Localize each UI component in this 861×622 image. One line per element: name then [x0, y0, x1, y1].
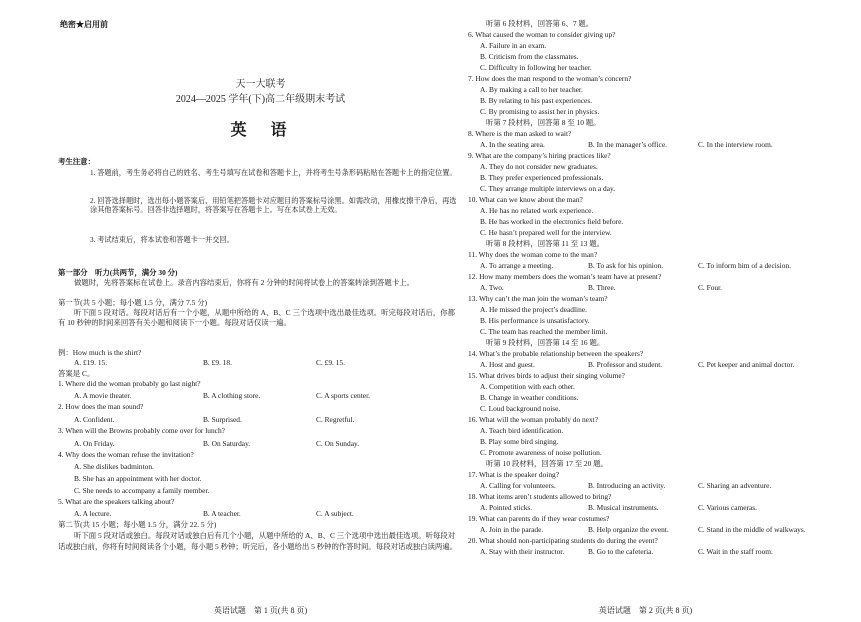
question-9: 9. What are the company’s hiring practices like?: [468, 151, 611, 160]
question-5: 5. What are the speakers talking about?: [58, 497, 175, 506]
option-17a: A. Calling for volunteers.: [480, 481, 556, 490]
question-18: 18. What items aren’t students allowed to bring?: [468, 492, 612, 501]
question-20: 20. What should non-participating students do during the event?: [468, 536, 658, 545]
option-9c: C. They arrange multiple interviews on a day.: [480, 184, 616, 193]
question-11: 11. Why does the woman come to the man?: [468, 250, 598, 259]
notice-item-1: 1. 答题前，考生务必将自己的姓名、考生号填写在试卷和答题卡上，并将考生号条形码粘贴在答题卡上的指定位置。: [90, 169, 457, 177]
option-15c: C. Loud background noise.: [480, 404, 561, 413]
option-10a: A. He has no related work experience.: [480, 206, 594, 215]
option-16b: B. Play some bird singing.: [480, 437, 559, 446]
material-10-heading: 听第 10 段材料，回答第 17 至 20 题。: [486, 459, 608, 468]
example-question: 例：How much is the shirt?: [58, 348, 142, 357]
part1-intro: 做题时，先将答案标在试卷上。录音内容结束后，你将有 2 分钟的时间将试卷上的答案转涂到答题卡上。: [74, 278, 414, 287]
option-14a: A. Host and guest.: [480, 360, 535, 369]
material-7-heading: 听第 7 段材料，回答第 8 至 10 题。: [486, 118, 601, 127]
option-1c: C. A sports center.: [316, 391, 370, 400]
option-17c: C. Sharing an adventure.: [698, 481, 772, 490]
section1-intro: 听下面 5 段对话。每段对话后有一个小题，从题中所给的 A、B、C 三个选项中选出最佳选项。听完每段对话后，你都有 10 秒钟的时间来回答有关小题和阅读下一小题。每段对话仅读一遍。: [58, 308, 456, 327]
example-answer: 答案是 C。: [58, 369, 95, 378]
material-6-heading: 听第 6 段材料，回答第 6、7 题。: [486, 19, 594, 28]
page-footer-right: 英语试题 第 2 页(共 8 页): [598, 606, 693, 615]
question-15: 15. What drives birds to adjust their singing volume?: [468, 371, 625, 380]
option-14b: B. Professor and student.: [588, 360, 663, 369]
question-14: 14. What’s the probable relationship between the speakers?: [468, 349, 644, 358]
question-8: 8. Where is the man asked to wait?: [468, 129, 572, 138]
option-19c: C. Stand in the middle of walkways.: [698, 525, 806, 534]
option-9a: A. They do not consider new graduates.: [480, 162, 598, 171]
option-15a: A. Competition with each other.: [480, 382, 575, 391]
option-8a: A. In the seating area.: [480, 140, 545, 149]
option-20a: A. Stay with their instructor.: [480, 547, 565, 556]
question-6: 6. What caused the woman to consider giving up?: [468, 30, 616, 39]
option-4b: B. She has an appointment with her doctor.: [74, 474, 202, 483]
option-14c: C. Pet keeper and animal doctor.: [698, 360, 795, 369]
left-page: [58, 0, 463, 622]
option-4a: A. She dislikes badminton.: [74, 462, 154, 471]
question-3: 3. When will the Browns probably come over for lunch?: [58, 426, 225, 435]
notice-item-2: 2. 回答选择题时，选出每小题答案后，用铅笔把答题卡对应题目的答案标号涂黑。如需改动，用橡皮擦干净后，再选涂其他答案标号。回答非选择题时，将答案写在答题卡上。写在本试卷上无效。: [90, 197, 457, 215]
option-5a: A. A lecture.: [74, 509, 112, 518]
option-7c: C. By promising to assist her in physics.: [480, 107, 600, 116]
option-12c: C. Four.: [698, 283, 723, 292]
option-7a: A. By making a call to her teacher.: [480, 85, 583, 94]
option-12a: A. Two.: [480, 283, 504, 292]
question-17: 17. What is the speaker doing?: [468, 470, 559, 479]
question-7: 7. How does the man respond to the woman’s concern?: [468, 74, 632, 83]
question-4: 4. Why does the woman refuse the invitation?: [58, 450, 194, 459]
option-1b: B. A clothing store.: [203, 391, 261, 400]
option-13c: C. The team has reached the member limit.: [480, 327, 608, 336]
option-18a: A. Pointed sticks.: [480, 503, 533, 512]
subject-title: 英 语: [230, 122, 291, 139]
example-option-a: A. £19. 15.: [74, 358, 108, 367]
question-10: 10. What can we know about the man?: [468, 195, 583, 204]
option-2b: B. Surprised.: [203, 415, 242, 424]
exam-organizer: 天一大联考: [235, 79, 286, 90]
material-8-heading: 听第 8 段材料，回答第 11 至 13 题。: [486, 239, 604, 248]
option-18b: B. Musical instruments.: [588, 503, 659, 512]
option-8c: C. In the interview room.: [698, 140, 773, 149]
exam-title: 2024—2025 学年(下)高二年级期末考试: [175, 94, 346, 105]
option-10c: C. He hasn’t prepared well for the interview.: [480, 228, 612, 237]
option-5c: C. A subject.: [316, 509, 354, 518]
section2-title: 第二节(共 15 小题；每小题 1.5 分，满分 22. 5 分): [58, 520, 217, 529]
material-9-heading: 听第 9 段材料，回答第 14 至 16 题。: [486, 338, 605, 347]
option-3a: A. On Friday.: [74, 439, 115, 448]
example-option-b: B. £9. 18.: [203, 358, 232, 367]
right-page: [468, 0, 823, 622]
option-10b: B. He has worked in the electronics field before.: [480, 217, 624, 226]
question-13: 13. Why can’t the man join the woman’s team?: [468, 294, 608, 303]
option-11b: B. To ask for his opinion.: [588, 261, 664, 270]
notice-item-3: 3. 考试结束后，将本试卷和答题卡一并交回。: [90, 236, 234, 244]
option-6c: C. Difficulty in following her teacher.: [480, 63, 592, 72]
option-11a: A. To arrange a meeting.: [480, 261, 554, 270]
section2-intro: 听下面 5 段对话或独白。每段对话或独白后有几个小题，从题中所给的 A、B、C 三个选项中选出最佳选项。听每段对话或独白前，你将有时间阅读各个小题，每小题 5 秒钟；听完后，各小题给出 5 秒钟的作答时间。每段对话或独白读两遍。: [58, 531, 458, 551]
option-5b: B. A teacher.: [203, 509, 241, 518]
option-18c: C. Various cameras.: [698, 503, 757, 512]
option-20c: C. Wait in the staff room.: [698, 547, 773, 556]
option-11c: C. To inform him of a decision.: [698, 261, 791, 270]
option-9b: B. They prefer experienced professionals.: [480, 173, 604, 182]
example-option-c: C. £9. 15.: [316, 358, 345, 367]
option-16a: A. Teach bird identification.: [480, 426, 564, 435]
option-1a: A. A movie theater.: [74, 391, 132, 400]
part1-title: 第一部分 听力(共两节，满分 30 分): [58, 268, 178, 277]
option-7b: B. By relating to his past experiences.: [480, 96, 593, 105]
question-2: 2. How does the man sound?: [58, 402, 144, 411]
option-13a: A. He missed the project’s deadline.: [480, 305, 587, 314]
option-20b: B. Go to the cafeteria.: [588, 547, 654, 556]
option-3b: B. On Saturday.: [203, 439, 251, 448]
notice-title: 考生注意：: [58, 157, 95, 166]
option-3c: C. On Sunday.: [316, 439, 360, 448]
section1-title: 第一节(共 5 小题；每小题 1.5 分，满分 7.5 分): [58, 298, 208, 307]
option-6b: B. Criticism from the classmates.: [480, 52, 579, 61]
page-footer-left: 英语试题 第 1 页(共 8 页): [213, 606, 308, 615]
option-17b: B. Introducing an activity.: [588, 481, 666, 490]
option-13b: B. His performance is unsatisfactory.: [480, 316, 590, 325]
option-16c: C. Promote awareness of noise pollution.: [480, 448, 602, 457]
option-4c: C. She needs to accompany a family member.: [74, 486, 210, 495]
option-19b: B. Help organize the event.: [588, 525, 669, 534]
option-8b: B. In the manager’s office.: [588, 140, 667, 149]
option-6a: A. Failure in an exam.: [480, 41, 547, 50]
option-12b: B. Three.: [588, 283, 616, 292]
option-2a: A. Confident.: [74, 415, 115, 424]
option-2c: C. Regretful.: [316, 415, 355, 424]
question-16: 16. What will the woman probably do next?: [468, 415, 598, 424]
question-12: 12. How many members does the woman’s team have at present?: [468, 272, 662, 281]
question-1: 1. Where did the woman probably go last night?: [58, 379, 201, 388]
question-19: 19. What can parents do if they wear costumes?: [468, 514, 610, 523]
option-19a: A. Join in the parade.: [480, 525, 544, 534]
option-15b: B. Change in weather conditions.: [480, 393, 579, 402]
confidential-mark: 绝密★启用前: [60, 20, 108, 29]
